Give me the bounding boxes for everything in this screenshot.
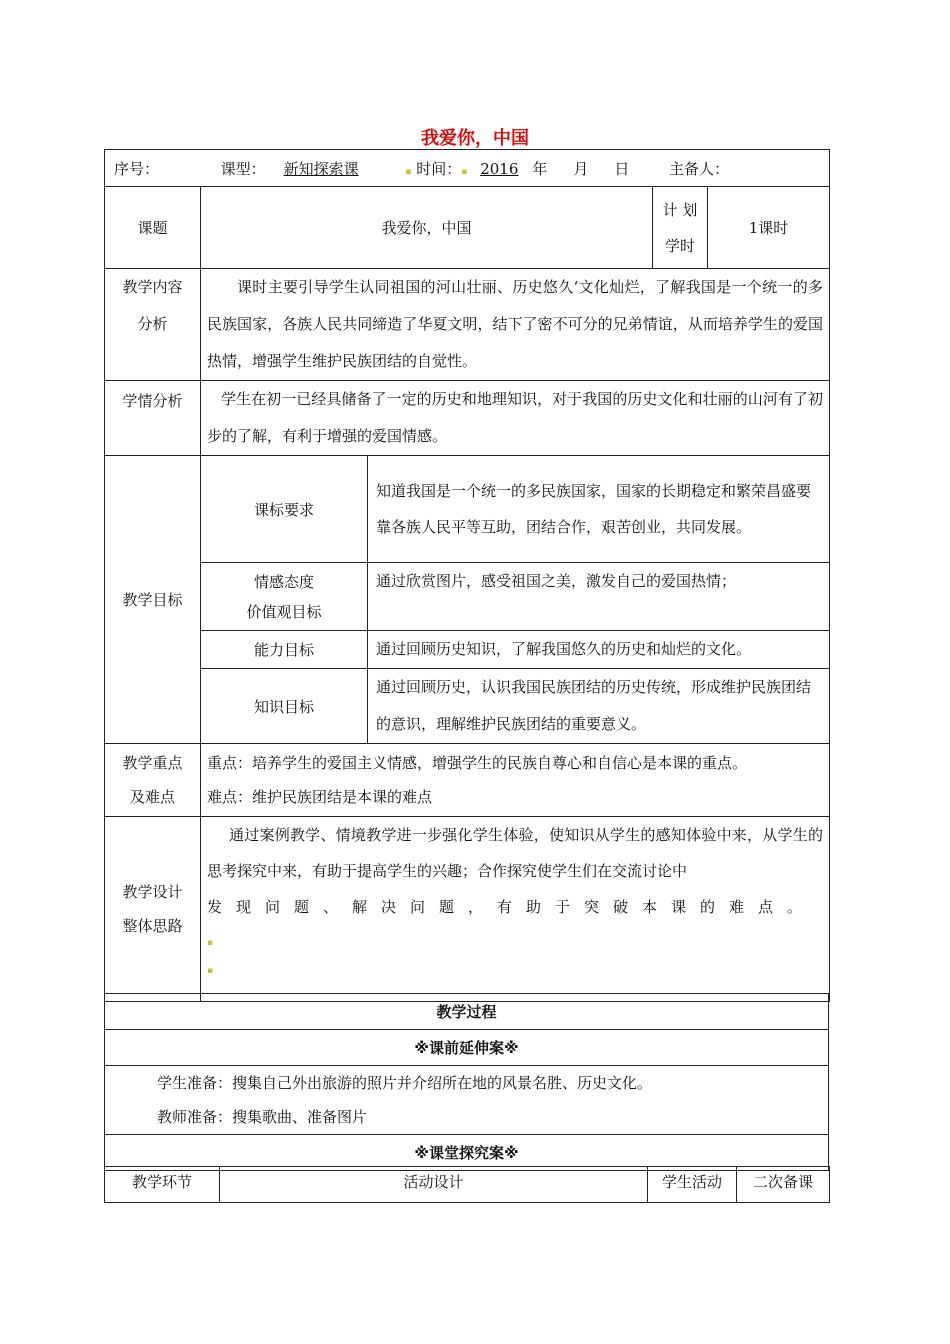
year-unit: 年 (532, 159, 548, 178)
design-label-1: 教学设计 (122, 883, 183, 901)
hours-label-2: 学时 (664, 236, 695, 255)
process-title: 教学过程 (105, 994, 829, 1030)
goal-text: 通过欣赏图片，感受祖国之美，激发自己的爱国热情； (368, 563, 830, 631)
topic-label: 课题 (105, 187, 201, 269)
teacher-prep-text: 教师准备：搜集歌曲、准备图片 (157, 1108, 368, 1126)
goal-name: 能力目标 (201, 631, 368, 669)
goal-row (105, 563, 830, 631)
process-table (104, 993, 829, 1171)
goal-name-2: 价值观目标 (246, 602, 322, 621)
goal-name: 知识目标 (201, 669, 368, 744)
difficult-point-text: 难点：维护民族团结是本课的难点 (207, 788, 433, 806)
seq-label: 序号： (114, 159, 160, 178)
year-value: 2016 (480, 159, 519, 178)
time-label: 时间： (416, 159, 462, 178)
key-point-text: 重点：培养学生的爱国主义情感，增强学生的民族自尊心和自信心是本课的重点。 (207, 754, 748, 772)
author-label: 主备人： (668, 159, 729, 178)
hours-label-1: 计 划 (662, 200, 698, 219)
learner-analysis-row (105, 381, 830, 456)
column-header: 二次备课 (737, 1167, 830, 1203)
table-header-row (105, 1167, 830, 1203)
learner-analysis-label: 学情分析 (105, 381, 201, 456)
content-analysis-text: 课时主要引导学生认同祖国的河山壮丽、历史悠久‘文化灿烂，了解我国是一个统一的多民族国家，各族人民共同缔造了华夏文明，结下了密不可分的兄弟情谊，从而培养学生的爱国热情，增强学生维护民族团结的自觉性。 (201, 269, 830, 381)
month-unit: 月 (573, 159, 589, 178)
design-text-1: 通过案例教学、情境教学进一步强化学生体验，使知识从学生的感知体验中来，从学生的思考探究中来，有助于提高学生的兴趣；合作探究使学生们在交流讨论中 (207, 826, 823, 880)
content-analysis-row (105, 269, 830, 381)
column-header: 学生活动 (648, 1167, 737, 1203)
student-prep-text: 学生准备：搜集自己外出旅游的照片并介绍所在地的风景名胜、历史文化。 (157, 1074, 653, 1092)
topic-row (105, 187, 830, 269)
header-row: 序号： 课型： 新知探索课 ▪ 时间：▪ 2016 年 月 日 主备人： (105, 150, 830, 187)
goals-label: 教学目标 (105, 456, 201, 744)
goal-row (105, 631, 830, 669)
learner-analysis-text: 学生在初一已经具储备了一定的历史和地理知识，对于我国的历史文化和壮丽的山河有了初步的了解，有利于增强的爱国情感。 (201, 381, 830, 456)
type-value: 新知探索课 (283, 159, 359, 178)
lesson-plan-table (104, 149, 830, 1002)
column-header: 教学环节 (105, 1167, 220, 1203)
goal-name-1: 情感态度 (253, 572, 314, 591)
column-header: 活动设计 (220, 1167, 648, 1203)
key-points-label-1: 教学重点 (122, 754, 183, 772)
process-columns-table (104, 1166, 830, 1203)
key-points-label-2: 及难点 (129, 788, 175, 806)
design-text-2: 发现问题、解决问题，有助于突破本课的难点。 (207, 898, 817, 916)
pre-class-title: ※课前延伸案※ (105, 1030, 829, 1066)
page-title: 我爱你，中国 (421, 128, 529, 149)
content-analysis-label-2: 分析 (137, 315, 168, 333)
in-class-title: ※课堂探究案※ (105, 1135, 829, 1171)
key-points-row (105, 744, 830, 817)
design-label-2: 整体思路 (122, 917, 183, 935)
hours-value: 1课时 (708, 187, 830, 269)
content-analysis-label-1: 教学内容 (122, 278, 183, 296)
goal-text: 知道我国是一个统一的多民族国家，国家的长期稳定和繁荣昌盛要靠各族人民平等互助，团结合作，艰苦创业，共同发展。 (368, 456, 830, 563)
day-unit: 日 (614, 159, 630, 178)
goal-text: 通过回顾历史知识，了解我国悠久的历史和灿烂的文化。 (368, 631, 830, 669)
design-row: 教学设计 整体思路 通过案例教学、情境教学进一步强化学生体验，使知识从学生的感知体验中来，从学生的思考探究中来，有助于提高学生的兴趣；合作探究使学生们在交流讨论中 发现问题、解决问题，有助于突破本课的难点。 ▪ ▪ (105, 817, 830, 1002)
goal-row (105, 669, 830, 744)
goal-text: 通过回顾历史，认识我国民族团结的历史传统，形成维护民族团结的意识，理解维护民族团结的重要意义。 (368, 669, 830, 744)
goal-row (105, 456, 830, 563)
topic-value: 我爱你，中国 (201, 187, 653, 269)
type-label: 课型： (220, 159, 266, 178)
goal-name: 课标要求 (201, 456, 368, 563)
